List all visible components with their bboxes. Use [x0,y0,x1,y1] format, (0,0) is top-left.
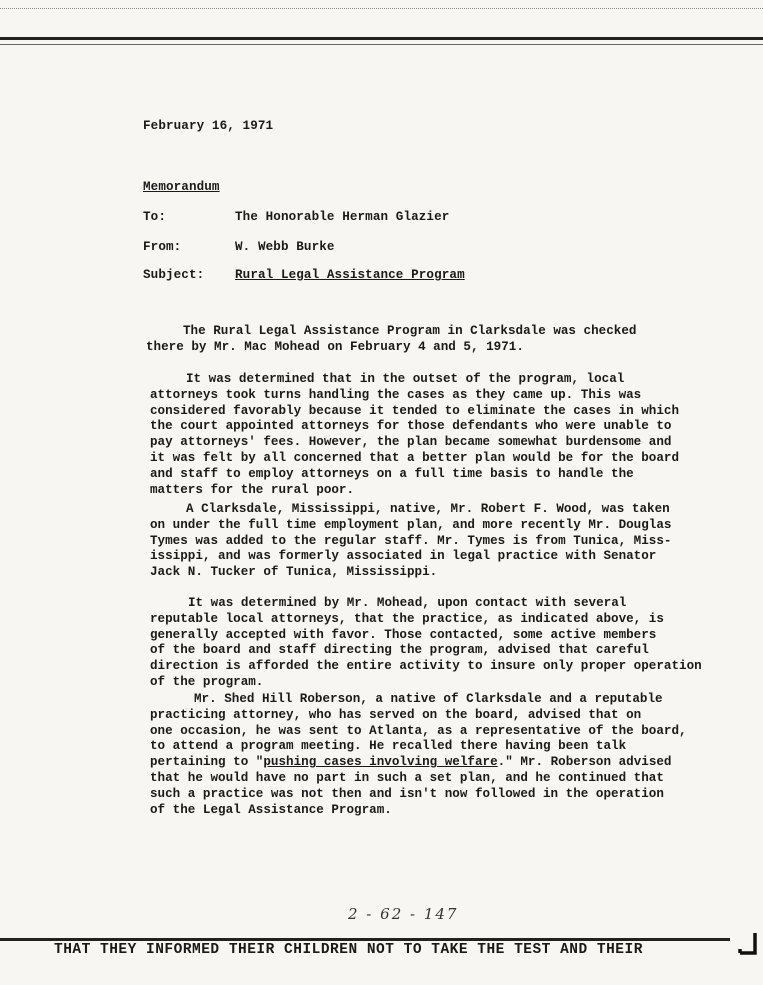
subject-label: Subject: [143,268,205,282]
paragraph-line: there by Mr. Mac Mohead on February 4 and 5, 1971. [146,339,524,354]
paragraph-line: that he would have no part in such a set plan, and he continued that [150,770,664,785]
paragraph-line: direction is afforded the entire activity to insure only proper operation [150,659,702,674]
underline-lead: pertaining to " [150,755,264,770]
paragraph-line: pay attorneys' fees. However, the plan became somewhat burdensome and [150,435,672,450]
paragraph-5 [150,692,687,818]
paragraph-line: It was determined that in the outset of the program, local [186,372,625,386]
top-rule [0,37,763,40]
paragraph-line: practicing attorney, who has served on the board, advised that on [150,707,642,722]
paragraph-line: Tymes was added to the regular staff. Mr. Tymes is from Tunica, Miss- [150,533,672,548]
to-label: To: [143,210,166,224]
paragraph-line: of the board and staff directing the program, advised that careful [150,643,649,658]
paragraph-2 [150,372,679,498]
paragraph-line: Mr. Shed Hill Roberson, a native of Clarksdale and a reputable [194,692,663,706]
paragraph-line: Jack N. Tucker of Tunica, Mississippi. [150,565,438,580]
to-value: The Honorable Herman Glazier [235,210,450,224]
paragraph-line: matters for the rural poor. [150,482,355,497]
paragraph-line: to attend a program meeting. He recalled there having been talk [150,739,627,754]
paragraph-line: it was felt by all concerned that a better plan would be for the board [150,450,680,465]
paragraph-line: of the Legal Assistance Program. [150,802,392,817]
paragraph-4 [150,596,702,691]
underlined-phrase: pushing cases involving welfare [263,755,498,770]
paragraph-line: one occasion, he was sent to Atlanta, as a representative of the board, [150,723,687,738]
paragraph-line: generally accepted with favor. Those contacted, some active members [150,627,657,642]
paragraph-3 [150,502,671,581]
underline-tail: ." Mr. Roberson advised [497,755,672,770]
paragraph-1 [146,324,637,356]
paragraph-line: and staff to employ attorneys on a full time basis to handle the [150,466,634,481]
from-label: From: [143,240,182,254]
paragraph-line: reputable local attorneys, that the practice, as indicated above, is [150,611,664,626]
paragraph-line: such a practice was not then and isn't now followed in the operation [150,786,664,801]
subject-value: Rural Legal Assistance Program [235,268,465,282]
corner-bracket-mark [736,931,760,961]
from-value: W. Webb Burke [235,240,335,254]
paragraph-line: considered favorably because it tended to eliminate the cases in which [150,403,680,418]
top-rule-thin [0,44,763,45]
paragraph-line: attorneys took turns handling the cases as they came up. This was [150,387,642,402]
memo-date: February 16, 1971 [143,119,274,133]
top-dotted-rule [0,8,763,9]
bottom-rule [0,938,730,941]
paragraph-line: A Clarksdale, Mississippi, native, Mr. Robert F. Wood, was taken [186,502,670,516]
paragraph-line: on under the full time employment plan, and more recently Mr. Douglas [150,517,672,532]
paragraph-line: of the program. [150,674,264,689]
paragraph-line-underlined [150,755,687,771]
paragraph-line: issippi, and was formerly associated in legal practice with Senator [150,549,657,564]
bleed-through-footer-text: THAT THEY INFORMED THEIR CHILDREN NOT TO TAKE THE TEST AND THEIR [54,942,643,958]
paragraph-line: It was determined by Mr. Mohead, upon contact with several [188,596,627,610]
paragraph-line: the court appointed attorneys for those defendants who were unable to [150,419,672,434]
handwritten-file-number: 2 - 62 - 147 [348,905,459,923]
paragraph-line: The Rural Legal Assistance Program in Clarksdale was checked [183,324,637,338]
memo-heading: Memorandum [143,180,220,194]
